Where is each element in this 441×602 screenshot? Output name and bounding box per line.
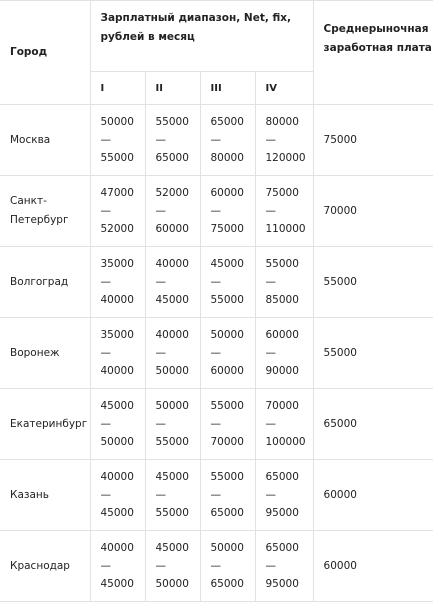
range-min: 80000 <box>265 116 299 128</box>
range-dash: — <box>265 205 276 217</box>
range-min: 55000 <box>155 116 189 128</box>
range-min: 65000 <box>265 542 299 554</box>
range-dash: — <box>155 347 166 359</box>
average-salary-cell: 70000 <box>313 176 433 247</box>
range-dash: — <box>155 418 166 430</box>
range-min: 50000 <box>210 329 244 341</box>
range-dash: — <box>100 205 111 217</box>
range-min: 45000 <box>100 400 134 412</box>
header-row <box>0 1 433 72</box>
range-max: 45000 <box>155 294 189 306</box>
range-max: 55000 <box>155 436 189 448</box>
city-cell: Москва <box>0 105 90 176</box>
range-cell-grade-2 <box>145 105 200 176</box>
range-max: 55000 <box>210 294 244 306</box>
header-grade-1: I <box>90 72 145 105</box>
range-cell-grade-4 <box>255 460 313 531</box>
range-max: 50000 <box>155 578 189 590</box>
range-cell-grade-1 <box>90 105 145 176</box>
range-cell-grade-2 <box>145 318 200 389</box>
range-min: 55000 <box>210 471 244 483</box>
range-min: 50000 <box>155 400 189 412</box>
range-max: 55000 <box>100 152 134 164</box>
range-cell-grade-4 <box>255 389 313 460</box>
range-cell-grade-1 <box>90 247 145 318</box>
range-max: 45000 <box>100 507 134 519</box>
range-cell-grade-4 <box>255 105 313 176</box>
range-max: 95000 <box>265 578 299 590</box>
header-average-salary: Среднерыночная заработная плата <box>313 1 433 105</box>
range-max: 40000 <box>100 294 134 306</box>
range-dash: — <box>100 276 111 288</box>
table-row <box>0 176 433 247</box>
range-min: 40000 <box>100 471 134 483</box>
range-cell-grade-2 <box>145 460 200 531</box>
range-dash: — <box>155 134 166 146</box>
range-max: 110000 <box>265 223 306 235</box>
average-salary-cell: 60000 <box>313 460 433 531</box>
city-cell: Санкт-Петербург <box>0 176 90 247</box>
range-cell-grade-2 <box>145 531 200 602</box>
range-cell-grade-2 <box>145 247 200 318</box>
range-dash: — <box>210 489 221 501</box>
range-min: 50000 <box>100 116 134 128</box>
range-max: 120000 <box>265 152 306 164</box>
range-max: 55000 <box>155 507 189 519</box>
range-dash: — <box>265 489 276 501</box>
range-cell-grade-4 <box>255 176 313 247</box>
range-cell-grade-3 <box>200 460 255 531</box>
range-max: 50000 <box>100 436 134 448</box>
header-grade-3: III <box>200 72 255 105</box>
range-cell-grade-3 <box>200 176 255 247</box>
range-min: 35000 <box>100 258 134 270</box>
range-dash: — <box>265 347 276 359</box>
range-max: 60000 <box>210 365 244 377</box>
range-dash: — <box>100 418 111 430</box>
range-min: 55000 <box>210 400 244 412</box>
range-dash: — <box>265 560 276 572</box>
range-min: 75000 <box>265 187 299 199</box>
table-row <box>0 389 433 460</box>
range-dash: — <box>210 205 221 217</box>
average-salary-cell: 65000 <box>313 389 433 460</box>
range-dash: — <box>265 134 276 146</box>
range-cell-grade-1 <box>90 176 145 247</box>
range-max: 40000 <box>100 365 134 377</box>
range-min: 45000 <box>155 471 189 483</box>
range-min: 60000 <box>210 187 244 199</box>
range-cell-grade-2 <box>145 176 200 247</box>
average-salary-cell: 55000 <box>313 247 433 318</box>
range-dash: — <box>100 489 111 501</box>
range-dash: — <box>265 276 276 288</box>
average-salary-cell: 55000 <box>313 318 433 389</box>
range-cell-grade-4 <box>255 247 313 318</box>
range-dash: — <box>155 560 166 572</box>
range-max: 75000 <box>210 223 244 235</box>
range-min: 40000 <box>100 542 134 554</box>
table-row <box>0 531 433 602</box>
range-min: 35000 <box>100 329 134 341</box>
city-cell: Воронеж <box>0 318 90 389</box>
range-cell-grade-1 <box>90 460 145 531</box>
range-min: 45000 <box>210 258 244 270</box>
range-max: 80000 <box>210 152 244 164</box>
city-cell: Казань <box>0 460 90 531</box>
range-dash: — <box>100 560 111 572</box>
range-cell-grade-4 <box>255 318 313 389</box>
range-dash: — <box>265 418 276 430</box>
range-min: 47000 <box>100 187 134 199</box>
range-cell-grade-3 <box>200 318 255 389</box>
range-dash: — <box>100 134 111 146</box>
header-grade-2: II <box>145 72 200 105</box>
range-max: 65000 <box>210 507 244 519</box>
range-cell-grade-1 <box>90 389 145 460</box>
range-min: 45000 <box>155 542 189 554</box>
range-dash: — <box>210 347 221 359</box>
range-dash: — <box>155 489 166 501</box>
range-max: 65000 <box>155 152 189 164</box>
range-cell-grade-3 <box>200 105 255 176</box>
range-max: 45000 <box>100 578 134 590</box>
range-min: 70000 <box>265 400 299 412</box>
range-dash: — <box>210 418 221 430</box>
table-row <box>0 105 433 176</box>
range-min: 60000 <box>265 329 299 341</box>
table-row <box>0 460 433 531</box>
range-max: 60000 <box>155 223 189 235</box>
range-max: 52000 <box>100 223 134 235</box>
range-max: 50000 <box>155 365 189 377</box>
average-salary-cell: 60000 <box>313 531 433 602</box>
range-cell-grade-1 <box>90 531 145 602</box>
range-cell-grade-4 <box>255 531 313 602</box>
city-cell: Краснодар <box>0 531 90 602</box>
range-dash: — <box>210 560 221 572</box>
range-max: 65000 <box>210 578 244 590</box>
range-dash: — <box>100 347 111 359</box>
range-max: 95000 <box>265 507 299 519</box>
range-cell-grade-3 <box>200 247 255 318</box>
range-cell-grade-1 <box>90 318 145 389</box>
range-cell-grade-3 <box>200 389 255 460</box>
range-dash: — <box>155 205 166 217</box>
table-row <box>0 318 433 389</box>
header-salary-range: Зарплатный диапазон, Net, fix, рублей в месяц <box>90 1 313 72</box>
range-dash: — <box>155 276 166 288</box>
range-max: 70000 <box>210 436 244 448</box>
range-cell-grade-2 <box>145 389 200 460</box>
city-cell: Екатеринбург <box>0 389 90 460</box>
range-min: 65000 <box>210 116 244 128</box>
range-min: 65000 <box>265 471 299 483</box>
range-dash: — <box>210 276 221 288</box>
range-max: 85000 <box>265 294 299 306</box>
header-city: Город <box>0 1 90 105</box>
range-cell-grade-3 <box>200 531 255 602</box>
range-dash: — <box>210 134 221 146</box>
range-max: 90000 <box>265 365 299 377</box>
range-min: 55000 <box>265 258 299 270</box>
range-min: 50000 <box>210 542 244 554</box>
range-max: 100000 <box>265 436 306 448</box>
range-min: 40000 <box>155 329 189 341</box>
average-salary-cell: 75000 <box>313 105 433 176</box>
city-cell: Волгоград <box>0 247 90 318</box>
range-min: 40000 <box>155 258 189 270</box>
header-grade-4: IV <box>255 72 313 105</box>
table-row <box>0 247 433 318</box>
range-min: 52000 <box>155 187 189 199</box>
